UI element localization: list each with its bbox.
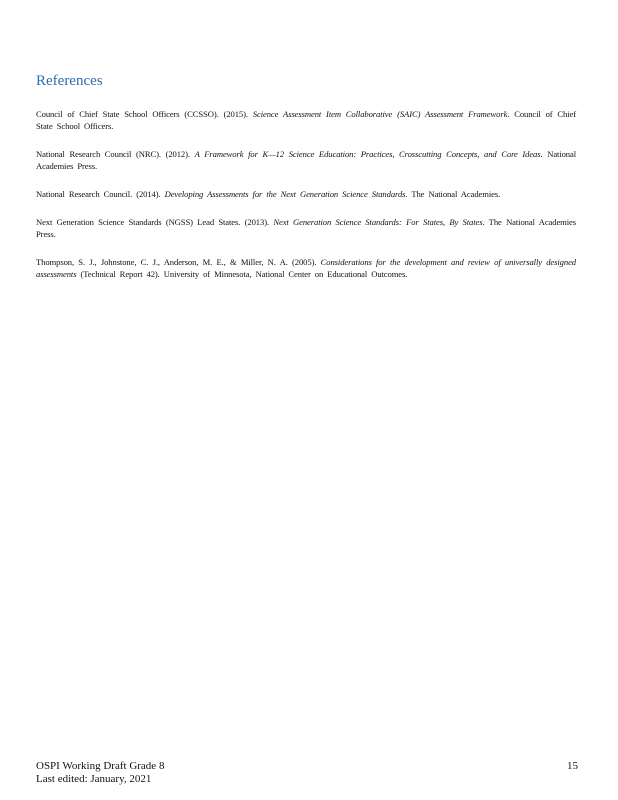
reference-publisher: . The National Academies. xyxy=(405,189,501,199)
references-list xyxy=(36,108,576,296)
reference-entry xyxy=(36,188,576,200)
footer-draft-label: OSPI Working Draft Grade 8 xyxy=(36,760,165,772)
reference-authors: Council of Chief State School Officers (CCSSO). (2015). xyxy=(36,109,253,119)
reference-publisher: . National Academies Press. xyxy=(36,149,576,171)
reference-authors: National Research Council (NRC). (2012). xyxy=(36,149,195,159)
reference-title: Developing Assessments for the Next Generation Science Standards xyxy=(164,189,406,199)
reference-publisher: . Council of Chief State School Officers. xyxy=(36,109,576,131)
reference-entry xyxy=(36,256,576,280)
references-heading: References xyxy=(36,73,103,89)
footer-last-edited: Last edited: January, 2021 xyxy=(36,773,152,785)
reference-entry xyxy=(36,148,576,172)
reference-entry xyxy=(36,216,576,240)
reference-title: Science Assessment Item Collaborative (SAIC) Assessment Framework xyxy=(252,109,508,119)
reference-publisher: . The National Academies Press. xyxy=(36,217,576,239)
reference-authors: Next Generation Science Standards (NGSS) Lead States. (2013). xyxy=(36,217,274,227)
reference-entry xyxy=(36,108,576,132)
reference-title: Next Generation Science Standards: For States, By States xyxy=(273,217,483,227)
page-number: 15 xyxy=(567,760,578,772)
reference-authors: Thompson, S. J., Johnstone, C. J., Anderson, M. E., & Miller, N. A. (2005). xyxy=(36,257,321,267)
page-footer xyxy=(36,760,164,786)
reference-publisher: (Technical Report 42). University of Minnesota, National Center on Educational Outcomes. xyxy=(76,269,408,279)
reference-title: Considerations for the development and review of universally designed assessments xyxy=(36,257,576,279)
reference-authors: National Research Council. (2014). xyxy=(36,189,165,199)
reference-title: A Framework for K—12 Science Education: Practices, Crosscutting Concepts, and Core Ideas xyxy=(194,149,541,159)
